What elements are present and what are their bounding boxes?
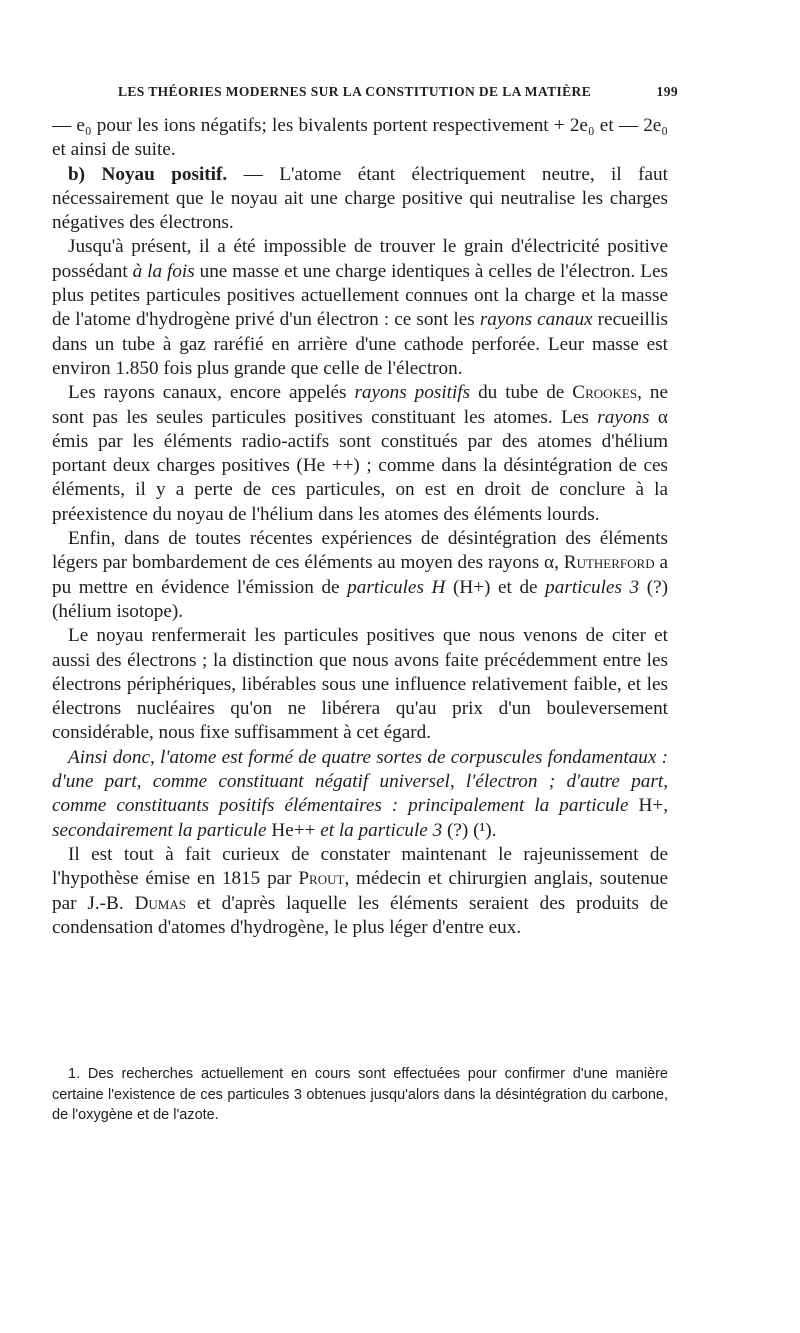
running-header [118, 84, 678, 104]
paragraph-8-text-b: , médecin et chirurgien anglais, soutenue par J.-B. [52, 868, 668, 914]
paragraph-8-text-c: et d'après laquelle les éléments seraient des produits de condensation d'atomes d'hydrogène, le plus léger d'entre eux. [52, 892, 668, 938]
page-number: 199 [656, 84, 678, 99]
body-text [52, 114, 668, 940]
author-name-rutherford: Rutherford [563, 552, 655, 574]
author-name-crookes: Crookes [572, 382, 638, 404]
paragraph-3-text-a: Jusqu'à présent, il a été impossible de trouver le grain d'électricité positive possédant [52, 236, 668, 282]
paragraph-7-italic-c: et la particule 3 [315, 819, 443, 841]
paragraph-6-text: Le noyau renfermerait les particules positives que nous venons de citer et aussi des électrons ; la distinction que nous avons faite précédemment entre les électrons périphériques, libérables sous une influence relativement faible, et les électrons nucléaires qu'on ne libérera qu'au prix d'un bouleversement considérable, nous fixe suffisamment à cet égard. [52, 625, 668, 744]
paragraph-3-italic-a: à la fois [132, 260, 195, 282]
paragraph-3-italic-b: rayons canaux [479, 309, 593, 331]
paragraph-7-italic-a: Ainsi donc, l'atome est formé de quatre sortes de corpuscules fondamentaux : d'une part, comme constituant négatif universel, l'électron ; d'autre part, comme constituants positifs élémentaires : principalement la particule [52, 746, 668, 817]
paragraph-8-text-a: Il est tout à fait curieux de constater maintenant le rajeunissement de l'hypothèse émise en 1815 par [52, 843, 668, 890]
paragraph-5-italic-b: particules 3 [545, 576, 640, 598]
paragraph-7-text-a: H+ [638, 795, 664, 817]
paragraph-4-text-c: , ne sont pas les seules particules positives constituant les atomes. Les [52, 382, 668, 428]
paragraph-5-italic-a: particules H [347, 576, 446, 598]
paragraph-5 [52, 527, 668, 624]
footnote [52, 1064, 668, 1126]
paragraph-4-text-b: du tube de [470, 382, 573, 404]
paragraph-1-text: — e₀ pour les ions négatifs; les bivalents portent respectivement + 2e₀ et — 2e₀ et ainsi de suite. [52, 115, 668, 161]
author-name-prout: Prout [298, 868, 345, 890]
paragraph-5-text-c: (H+) et de [445, 576, 546, 598]
paragraph-4-italic-b: rayons [597, 406, 650, 428]
paragraph-3 [52, 235, 668, 381]
paragraph-5-text-b: a pu mettre en évidence l'émission de [52, 552, 668, 598]
section-heading-noyau-positif: b) Noyau positif. [68, 163, 228, 185]
footnote-text: 1. Des recherches actuellement en cours sont effectuées pour confirmer d'une manière certaine l'existence de ces particules 3 obtenues jusqu'alors dans la désintégration du carbone, de l'oxygène et de l'azote. [52, 1066, 668, 1123]
paragraph-4 [52, 381, 668, 527]
paragraph-5-text-d: (?) (hélium isotope). [52, 576, 668, 622]
header-title: LES THÉORIES MODERNES SUR LA CONSTITUTION DE LA MATIÈRE [118, 84, 592, 99]
paragraph-4-text-d: α émis par les éléments radio-actifs sont constitués par des atomes d'hélium portant deux charges positives (He ++) ; comme dans la désintégration de ces éléments, il y a perte de ces particules, on est en droit de conclure à la préexistence du noyau de l'hélium dans les atomes des éléments lourds. [52, 406, 668, 525]
paragraph-6 [52, 624, 668, 745]
paragraph-7 [52, 746, 668, 843]
paragraph-3-text-b: une masse et une charge identiques à celles de l'électron. Les plus petites particules positives actuellement connues ont la charge et la masse de l'atome d'hydrogène privé d'un électron : ce sont les [52, 260, 668, 331]
footnote-reference: (?) (¹). [442, 819, 497, 841]
paragraph-5-text-a: Enfin, dans de toutes récentes expériences de désintégration des éléments légers par bombardement de ces éléments au moyen des rayons α, [52, 528, 668, 574]
paragraph-3-text-c: recueillis dans un tube à gaz raréfié en arrière d'une cathode perforée. Leur masse est environ 1.850 fois plus grande que celle de l'électron. [52, 309, 668, 379]
author-name-dumas: Dumas [134, 892, 186, 914]
paragraph-1 [52, 114, 668, 163]
paragraph-7-italic-b: , secondairement la particule [52, 795, 668, 841]
paragraph-7-text-b: He++ [271, 819, 316, 841]
paragraph-8 [52, 843, 668, 940]
paragraph-4-italic-a: rayons positifs [354, 382, 471, 404]
paragraph-4-text-a: Les rayons canaux, encore appelés [68, 382, 355, 404]
paragraph-2-text: — L'atome étant électriquement neutre, il faut nécessairement que le noyau ait une charge positive qui neutralise les charges négatives des électrons. [52, 163, 668, 234]
paragraph-2 [52, 163, 668, 236]
